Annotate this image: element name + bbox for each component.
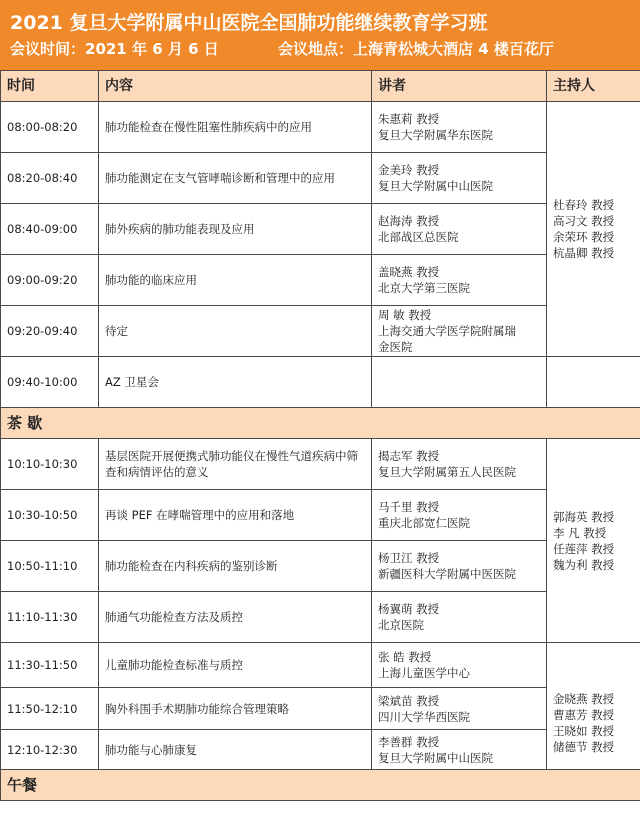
speaker-affiliation: 复旦大学附属中山医院: [378, 179, 493, 193]
host-cell: [547, 102, 640, 357]
schedule-table: [0, 70, 640, 801]
topic-cell: 肺外疾病的肺功能表现及应用: [99, 204, 372, 255]
host-cell: [547, 643, 640, 770]
speaker-name: 揭志军 教授: [378, 449, 440, 463]
speaker-cell: [372, 592, 547, 643]
speaker-affiliation: 重庆北部宽仁医院: [378, 516, 470, 530]
meeting-time: 会议时间：2021 年 6 月 6 日: [10, 40, 219, 58]
speaker-cell: [372, 255, 547, 306]
tea-break-label: 茶 歇: [1, 408, 640, 439]
time-cell: 10:10-10:30: [1, 439, 99, 490]
column-header-topic: 内容: [99, 71, 372, 102]
table-row: [1, 204, 640, 255]
break-row: [1, 770, 640, 801]
host-name: 王晓如 教授: [553, 724, 615, 738]
topic-cell: 儿童肺功能检查标准与质控: [99, 643, 372, 688]
host-cell: [547, 439, 640, 643]
time-cell: 09:20-09:40: [1, 306, 99, 357]
meeting-location: 会议地点：上海青松城大酒店 4 楼百花厅: [278, 40, 554, 58]
host-name: 金晓燕 教授: [553, 692, 615, 706]
speaker-affiliation: 复旦大学附属中山医院: [378, 750, 493, 765]
speaker-affiliation: 上海交通大学医学院附属瑞金医院: [378, 324, 516, 354]
table-row: [1, 490, 640, 541]
topic-cell: 肺功能检查在内科疾病的鉴别诊断: [99, 541, 372, 592]
topic-cell: 肺功能与心肺康复: [99, 730, 372, 770]
speaker-cell: [372, 541, 547, 592]
speaker-name: 周 敏 教授: [378, 308, 432, 322]
topic-cell: 胸外科围手术期肺功能综合管理策略: [99, 688, 372, 730]
topic-cell: 肺功能检查在慢性阻塞性肺疾病中的应用: [99, 102, 372, 153]
speaker-cell: [372, 688, 547, 730]
host-name: 杭晶卿 教授: [553, 246, 615, 260]
speaker-name: 赵海涛 教授: [378, 214, 440, 228]
topic-cell: 肺通气功能检查方法及质控: [99, 592, 372, 643]
time-cell: 10:30-10:50: [1, 490, 99, 541]
table-row: [1, 102, 640, 153]
host-name: 储德节 教授: [553, 740, 615, 754]
page-title: 2021 复旦大学附属中山医院全国肺功能继续教育学习班: [10, 12, 488, 34]
table-row: [1, 439, 640, 490]
column-header-time: 时间: [1, 71, 99, 102]
speaker-name: 盖晓燕 教授: [378, 265, 440, 279]
host-name: 高习文 教授: [553, 214, 615, 228]
host-name: 余荣环 教授: [553, 230, 615, 244]
column-header-speaker: 讲者: [372, 71, 547, 102]
lunch-break-label: 午餐: [1, 770, 640, 801]
topic-cell: 待定: [99, 306, 372, 357]
table-row: [1, 643, 640, 688]
speaker-cell: [372, 490, 547, 541]
host-name: 魏为利 教授: [553, 557, 615, 572]
column-header-host: 主持人: [547, 71, 640, 102]
speaker-name: 梁斌苗 教授: [378, 693, 440, 708]
host-name: 曹惠芳 教授: [553, 708, 615, 722]
speaker-affiliation: 北京医院: [378, 618, 424, 632]
topic-cell: AZ 卫星会: [99, 357, 372, 408]
host-name: 郭海英 教授: [553, 509, 615, 524]
speaker-affiliation: 北京大学第三医院: [378, 281, 470, 295]
speaker-cell: [372, 204, 547, 255]
speaker-cell: [372, 102, 547, 153]
time-cell: 09:40-10:00: [1, 357, 99, 408]
table-row: [1, 541, 640, 592]
topic-cell: 肺功能测定在支气管哮喘诊断和管理中的应用: [99, 153, 372, 204]
speaker-name: 金美玲 教授: [378, 163, 440, 177]
table-row: [1, 357, 640, 408]
table-row: [1, 730, 640, 770]
host-name: 杜春玲 教授: [553, 198, 615, 212]
speaker-cell: [372, 306, 547, 357]
speaker-cell: [372, 357, 547, 408]
host-cell: [547, 357, 640, 408]
speaker-name: 李善群 教授: [378, 734, 440, 749]
topic-cell: 基层医院开展便携式肺功能仪在慢性气道疾病中筛查和病情评估的意义: [99, 439, 372, 490]
host-name: 李 凡 教授: [553, 525, 607, 540]
table-header-row: [1, 71, 640, 102]
topic-cell: 再谈 PEF 在哮喘管理中的应用和落地: [99, 490, 372, 541]
topic-cell: 肺功能的临床应用: [99, 255, 372, 306]
table-row: [1, 592, 640, 643]
speaker-affiliation: 北部战区总医院: [378, 230, 459, 244]
table-row: [1, 688, 640, 730]
time-cell: 11:50-12:10: [1, 688, 99, 730]
table-row: [1, 153, 640, 204]
time-cell: 10:50-11:10: [1, 541, 99, 592]
time-cell: 11:10-11:30: [1, 592, 99, 643]
speaker-cell: [372, 153, 547, 204]
speaker-cell: [372, 439, 547, 490]
speaker-name: 马千里 教授: [378, 500, 440, 514]
table-row: [1, 306, 640, 357]
speaker-cell: [372, 643, 547, 688]
table-row: [1, 255, 640, 306]
host-name: 任莲萍 教授: [553, 541, 615, 556]
speaker-affiliation: 新疆医科大学附属中医医院: [378, 567, 516, 581]
speaker-affiliation: 四川大学华西医院: [378, 709, 470, 724]
time-cell: 11:30-11:50: [1, 643, 99, 688]
speaker-affiliation: 上海儿童医学中心: [378, 666, 470, 680]
header-banner: [0, 0, 640, 70]
break-row: [1, 408, 640, 439]
time-cell: 08:20-08:40: [1, 153, 99, 204]
time-cell: 09:00-09:20: [1, 255, 99, 306]
time-cell: 08:40-09:00: [1, 204, 99, 255]
speaker-name: 张 皓 教授: [378, 650, 432, 664]
time-cell: 08:00-08:20: [1, 102, 99, 153]
time-cell: 12:10-12:30: [1, 730, 99, 770]
speaker-affiliation: 复旦大学附属华东医院: [378, 128, 493, 142]
speaker-name: 朱惠莉 教授: [378, 112, 440, 126]
speaker-cell: [372, 730, 547, 770]
speaker-name: 杨翼萌 教授: [378, 602, 440, 616]
speaker-affiliation: 复旦大学附属第五人民医院: [378, 465, 516, 479]
speaker-name: 杨卫江 教授: [378, 551, 440, 565]
